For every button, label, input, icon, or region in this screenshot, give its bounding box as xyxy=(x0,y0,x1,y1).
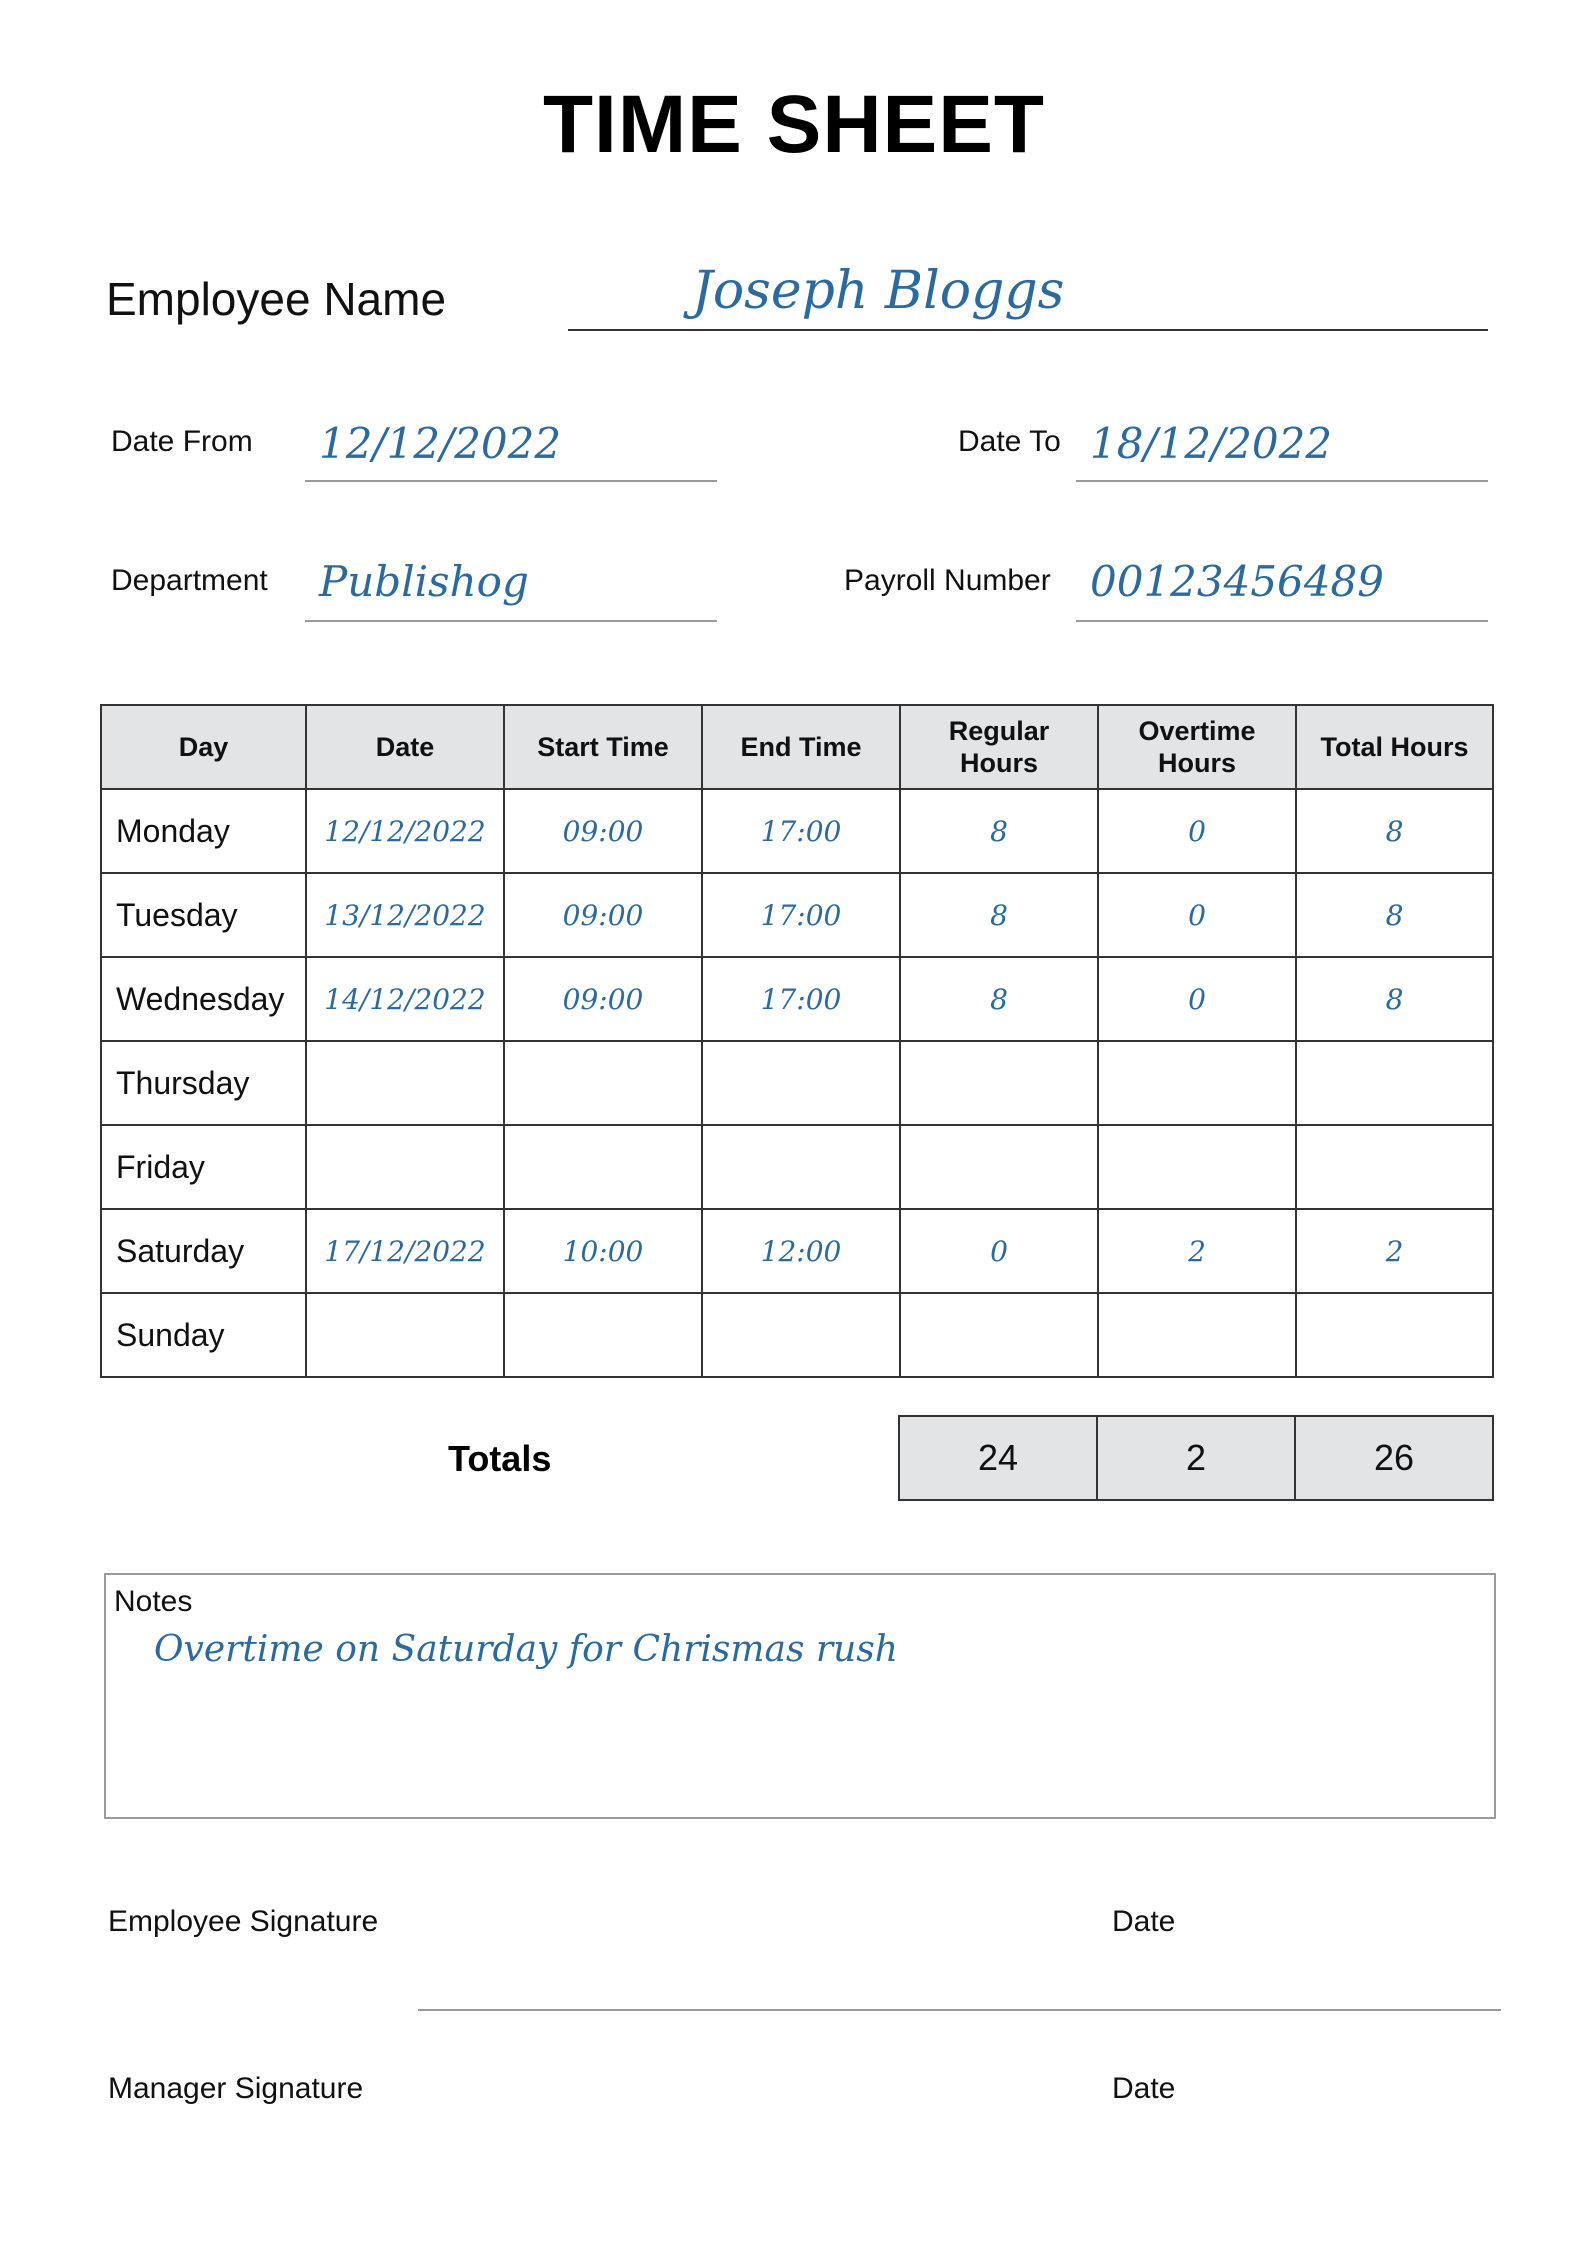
regular-hours-cell[interactable]: 8 xyxy=(900,873,1098,957)
totals-table xyxy=(898,1415,1494,1501)
manager-signature-date-label: Date xyxy=(1112,2072,1176,2105)
table-row xyxy=(101,1041,1493,1125)
total-hours-cell[interactable] xyxy=(1296,1125,1493,1209)
end-time-cell[interactable] xyxy=(702,1041,900,1125)
date-to-field[interactable] xyxy=(1076,405,1488,483)
regular-hours-cell[interactable]: 0 xyxy=(900,1209,1098,1293)
date-cell[interactable] xyxy=(306,1293,504,1377)
start-time-cell[interactable]: 09:00 xyxy=(504,957,702,1041)
day-cell: Thursday xyxy=(101,1041,306,1125)
date-from-field[interactable] xyxy=(305,405,717,483)
total-hours-cell[interactable]: 2 xyxy=(1296,1209,1493,1293)
table-row xyxy=(101,789,1493,873)
totals-row xyxy=(899,1416,1493,1500)
day-cell: Monday xyxy=(101,789,306,873)
overtime-hours-cell[interactable]: 0 xyxy=(1098,789,1296,873)
timesheet-table xyxy=(100,704,1494,1378)
end-time-cell[interactable]: 17:00 xyxy=(702,789,900,873)
start-time-cell[interactable]: 09:00 xyxy=(504,873,702,957)
end-time-cell[interactable]: 17:00 xyxy=(702,873,900,957)
table-row xyxy=(101,1125,1493,1209)
total-hours-cell[interactable]: 8 xyxy=(1296,957,1493,1041)
day-cell: Friday xyxy=(101,1125,306,1209)
department-underline xyxy=(305,620,717,622)
overtime-hours-cell[interactable] xyxy=(1098,1041,1296,1125)
start-time-cell[interactable] xyxy=(504,1041,702,1125)
date-cell[interactable]: 12/12/2022 xyxy=(306,789,504,873)
header-start-time: Start Time xyxy=(504,705,702,789)
date-from-value: 12/12/2022 xyxy=(319,419,562,468)
end-time-cell[interactable] xyxy=(702,1125,900,1209)
overtime-hours-cell[interactable] xyxy=(1098,1293,1296,1377)
table-row xyxy=(101,1293,1493,1377)
payroll-number-value: 00123456489 xyxy=(1090,557,1384,606)
overtime-hours-cell[interactable]: 2 xyxy=(1098,1209,1296,1293)
header-regular-hours-text: Regular Hours xyxy=(948,716,1050,778)
overtime-hours-cell[interactable]: 0 xyxy=(1098,873,1296,957)
start-time-cell[interactable]: 09:00 xyxy=(504,789,702,873)
date-to-label: Date To xyxy=(958,425,1061,458)
date-to-underline xyxy=(1076,480,1488,482)
total-hours-cell[interactable] xyxy=(1296,1041,1493,1125)
start-time-cell[interactable]: 10:00 xyxy=(504,1209,702,1293)
end-time-cell[interactable] xyxy=(702,1293,900,1377)
employee-name-underline xyxy=(568,329,1488,331)
end-time-cell[interactable]: 12:00 xyxy=(702,1209,900,1293)
department-label: Department xyxy=(111,564,268,597)
totals-label: Totals xyxy=(448,1438,552,1479)
header-date: Date xyxy=(306,705,504,789)
overtime-hours-cell[interactable]: 0 xyxy=(1098,957,1296,1041)
date-cell[interactable]: 14/12/2022 xyxy=(306,957,504,1041)
page-title: TIME SHEET xyxy=(542,79,1046,170)
table-row xyxy=(101,1209,1493,1293)
header-end-time: End Time xyxy=(702,705,900,789)
end-time-cell[interactable]: 17:00 xyxy=(702,957,900,1041)
payroll-number-field[interactable] xyxy=(1076,545,1488,623)
employee-name-label: Employee Name xyxy=(106,273,447,325)
regular-hours-cell[interactable] xyxy=(900,1293,1098,1377)
notes-box[interactable] xyxy=(104,1573,1496,1819)
employee-signature-label: Employee Signature xyxy=(108,1905,379,1938)
date-from-underline xyxy=(305,480,717,482)
employee-name-field[interactable] xyxy=(568,255,1488,331)
total-overtime-hours: 2 xyxy=(1097,1416,1295,1500)
employee-name-value: Joseph Bloggs xyxy=(692,261,1065,321)
department-field[interactable] xyxy=(305,545,717,623)
employee-signature-date-label: Date xyxy=(1112,1905,1176,1938)
payroll-number-label: Payroll Number xyxy=(844,564,1051,597)
day-cell: Sunday xyxy=(101,1293,306,1377)
header-day: Day xyxy=(101,705,306,789)
total-hours-cell[interactable] xyxy=(1296,1293,1493,1377)
total-regular-hours: 24 xyxy=(899,1416,1097,1500)
total-hours: 26 xyxy=(1295,1416,1493,1500)
employee-signature-line[interactable] xyxy=(418,2009,1501,2011)
payroll-number-underline xyxy=(1076,620,1488,622)
date-cell[interactable]: 13/12/2022 xyxy=(306,873,504,957)
date-cell[interactable] xyxy=(306,1041,504,1125)
header-total-hours: Total Hours xyxy=(1296,705,1493,789)
overtime-hours-cell[interactable] xyxy=(1098,1125,1296,1209)
regular-hours-cell[interactable] xyxy=(900,1125,1098,1209)
day-cell: Saturday xyxy=(101,1209,306,1293)
header-overtime-hours xyxy=(1098,705,1296,789)
date-cell[interactable]: 17/12/2022 xyxy=(306,1209,504,1293)
day-cell: Tuesday xyxy=(101,873,306,957)
date-cell[interactable] xyxy=(306,1125,504,1209)
department-value: Publishog xyxy=(319,557,529,606)
start-time-cell[interactable] xyxy=(504,1125,702,1209)
day-cell: Wednesday xyxy=(101,957,306,1041)
header-overtime-hours-text: Overtime Hours xyxy=(1138,716,1256,778)
table-row xyxy=(101,957,1493,1041)
total-hours-cell[interactable]: 8 xyxy=(1296,789,1493,873)
regular-hours-cell[interactable]: 8 xyxy=(900,957,1098,1041)
regular-hours-cell[interactable] xyxy=(900,1041,1098,1125)
table-header-row xyxy=(101,705,1493,789)
manager-signature-label: Manager Signature xyxy=(108,2072,364,2105)
header-regular-hours xyxy=(900,705,1098,789)
table-row xyxy=(101,873,1493,957)
total-hours-cell[interactable]: 8 xyxy=(1296,873,1493,957)
regular-hours-cell[interactable]: 8 xyxy=(900,789,1098,873)
start-time-cell[interactable] xyxy=(504,1293,702,1377)
date-from-label: Date From xyxy=(111,425,253,458)
notes-label: Notes xyxy=(114,1585,193,1618)
date-to-value: 18/12/2022 xyxy=(1090,419,1333,468)
notes-text: Overtime on Saturday for Chrismas rush xyxy=(154,1629,898,1670)
